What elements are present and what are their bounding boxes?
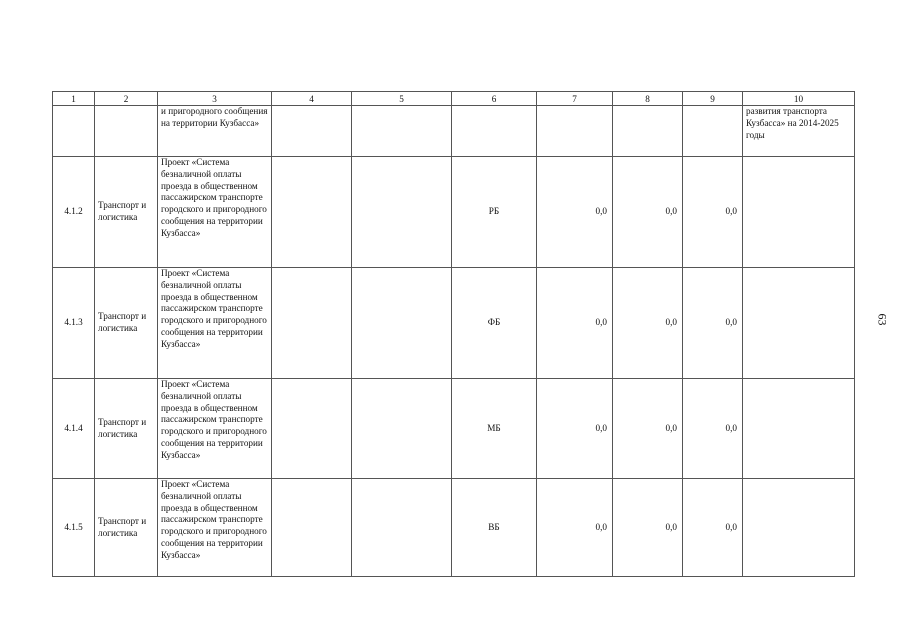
header-col-9: 9 — [683, 92, 743, 106]
table-cell — [683, 106, 743, 157]
table-cell — [272, 479, 352, 577]
row-value-8: 0,0 — [613, 157, 683, 268]
table-cell — [352, 157, 452, 268]
table-row — [53, 379, 855, 479]
header-col-6: 6 — [452, 92, 537, 106]
table-row — [53, 268, 855, 379]
table-cell — [272, 106, 352, 157]
row-code: 4.1.4 — [53, 379, 95, 479]
row-value-7: 0,0 — [537, 157, 613, 268]
table-cell — [613, 106, 683, 157]
row-source: ФБ — [452, 268, 537, 379]
table-row — [53, 157, 855, 268]
table-cell — [352, 379, 452, 479]
row-value-8: 0,0 — [613, 268, 683, 379]
row-code: 4.1.3 — [53, 268, 95, 379]
row-source: ВБ — [452, 479, 537, 577]
row-sector: Транспорт и логистика — [95, 479, 158, 577]
row-project: Проект «Система безналичной оплаты проезда в общественном пассажирском транспорте городского и пригородного сообщения на территории Кузбасса» — [158, 268, 272, 379]
continuation-program: развития транспорта Кузбасса» на 2014-2025 годы — [743, 106, 855, 157]
row-value-9: 0,0 — [683, 379, 743, 479]
table-cell — [743, 479, 855, 577]
header-col-7: 7 — [537, 92, 613, 106]
table-cell — [452, 106, 537, 157]
table-cell — [743, 268, 855, 379]
table-cell — [743, 379, 855, 479]
table-cell — [352, 268, 452, 379]
header-col-10: 10 — [743, 92, 855, 106]
table-cell — [537, 106, 613, 157]
row-value-7: 0,0 — [537, 479, 613, 577]
row-sector: Транспорт и логистика — [95, 268, 158, 379]
program-table — [52, 91, 855, 577]
header-col-4: 4 — [272, 92, 352, 106]
continuation-row — [53, 106, 855, 157]
row-code: 4.1.5 — [53, 479, 95, 577]
table-cell — [53, 106, 95, 157]
table-cell — [743, 157, 855, 268]
continuation-project: и пригородного сообщения на территории Кузбасса» — [158, 106, 272, 157]
row-value-7: 0,0 — [537, 268, 613, 379]
table-cell — [272, 157, 352, 268]
row-sector: Транспорт и логистика — [95, 379, 158, 479]
row-value-9: 0,0 — [683, 268, 743, 379]
header-col-1: 1 — [53, 92, 95, 106]
row-value-9: 0,0 — [683, 157, 743, 268]
row-value-9: 0,0 — [683, 479, 743, 577]
page-number: 63 — [875, 313, 890, 326]
header-col-5: 5 — [352, 92, 452, 106]
row-source: МБ — [452, 379, 537, 479]
table-cell — [272, 379, 352, 479]
table-cell — [272, 268, 352, 379]
row-value-7: 0,0 — [537, 379, 613, 479]
row-sector: Транспорт и логистика — [95, 157, 158, 268]
row-value-8: 0,0 — [613, 379, 683, 479]
header-col-8: 8 — [613, 92, 683, 106]
table-row — [53, 479, 855, 577]
table-cell — [352, 106, 452, 157]
row-code: 4.1.2 — [53, 157, 95, 268]
row-value-8: 0,0 — [613, 479, 683, 577]
table-cell — [352, 479, 452, 577]
header-row — [53, 92, 855, 106]
header-col-3: 3 — [158, 92, 272, 106]
row-project: Проект «Система безналичной оплаты проезда в общественном пассажирском транспорте городского и пригородного сообщения на территории Кузбасса» — [158, 157, 272, 268]
row-project: Проект «Система безналичной оплаты проезда в общественном пассажирском транспорте городского и пригородного сообщения на территории Кузбасса» — [158, 379, 272, 479]
row-source: РБ — [452, 157, 537, 268]
header-col-2: 2 — [95, 92, 158, 106]
table-cell — [95, 106, 158, 157]
row-project: Проект «Система безналичной оплаты проезда в общественном пассажирском транспорте городского и пригородного сообщения на территории Кузбасса» — [158, 479, 272, 577]
